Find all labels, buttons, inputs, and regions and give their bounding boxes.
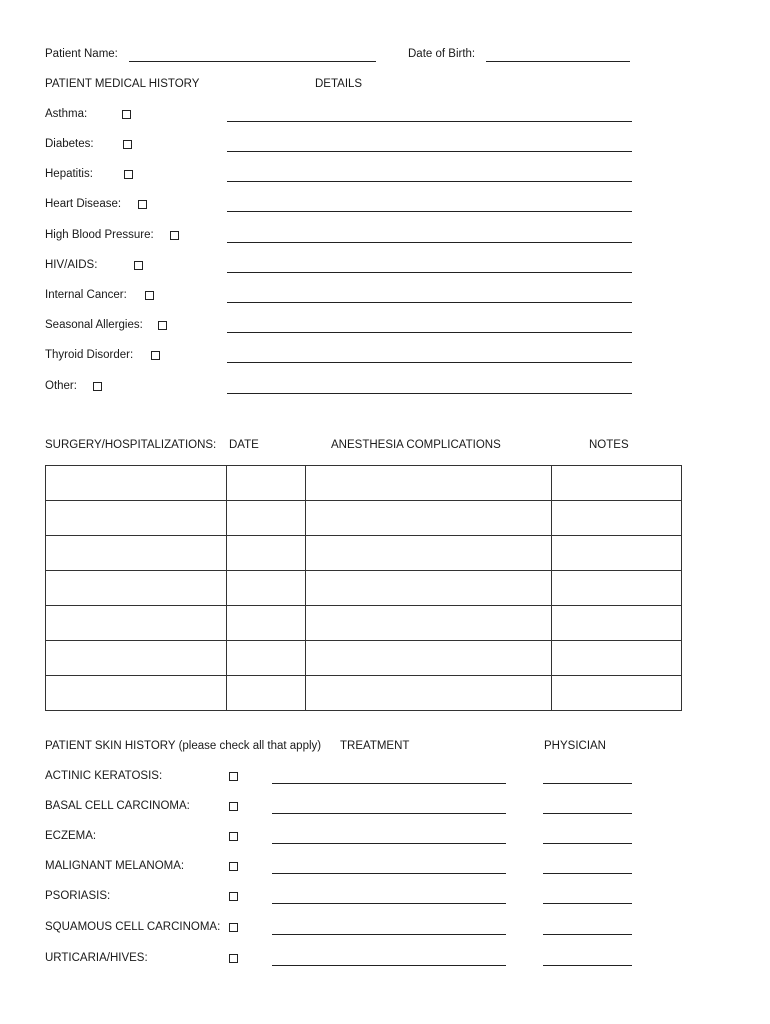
date-cell[interactable] xyxy=(227,641,306,676)
checkbox-other[interactable] xyxy=(93,382,102,391)
surgery-cell[interactable] xyxy=(46,641,227,676)
condition-label-diabetes: Diabetes: xyxy=(45,138,94,150)
physician-header: PHYSICIAN xyxy=(544,740,606,752)
treatment-field-malignant-melanoma[interactable] xyxy=(272,873,506,874)
physician-field-basal-cell-carcinoma[interactable] xyxy=(543,813,632,814)
checkbox-urticaria-hives[interactable] xyxy=(229,954,238,963)
skin-label-eczema: ECZEMA: xyxy=(45,830,97,842)
anesthesia-cell[interactable] xyxy=(306,676,552,711)
table-row xyxy=(46,536,682,571)
condition-label-heart-disease: Heart Disease: xyxy=(45,198,122,210)
treatment-field-actinic-keratosis[interactable] xyxy=(272,783,506,784)
checkbox-high-blood-pressure[interactable] xyxy=(170,231,179,240)
checkbox-hiv-aids[interactable] xyxy=(134,261,143,270)
anesthesia-cell[interactable] xyxy=(306,606,552,641)
surgery-cell[interactable] xyxy=(46,536,227,571)
date-cell[interactable] xyxy=(227,676,306,711)
treatment-field-basal-cell-carcinoma[interactable] xyxy=(272,813,506,814)
checkbox-thyroid-disorder[interactable] xyxy=(151,351,160,360)
checkbox-psoriasis[interactable] xyxy=(229,892,238,901)
notes-cell[interactable] xyxy=(552,501,682,536)
skin-history-title: PATIENT SKIN HISTORY (please check all that apply) xyxy=(45,740,322,752)
surgery-cell[interactable] xyxy=(46,606,227,641)
details-field-internal-cancer[interactable] xyxy=(227,302,632,303)
treatment-field-eczema[interactable] xyxy=(272,843,506,844)
checkbox-malignant-melanoma[interactable] xyxy=(229,862,238,871)
details-field-seasonal-allergies[interactable] xyxy=(227,332,632,333)
physician-field-psoriasis[interactable] xyxy=(543,903,632,904)
anesthesia-cell[interactable] xyxy=(306,536,552,571)
condition-label-asthma: Asthma: xyxy=(45,108,88,120)
surgery-cell[interactable] xyxy=(46,466,227,501)
checkbox-asthma[interactable] xyxy=(122,110,131,119)
notes-cell[interactable] xyxy=(552,606,682,641)
details-header: DETAILS xyxy=(315,78,363,90)
date-cell[interactable] xyxy=(227,571,306,606)
details-field-heart-disease[interactable] xyxy=(227,211,632,212)
surgery-table xyxy=(45,465,682,711)
condition-label-seasonal-allergies: Seasonal Allergies: xyxy=(45,319,143,331)
details-field-hiv-aids[interactable] xyxy=(227,272,632,273)
checkbox-diabetes[interactable] xyxy=(123,140,132,149)
skin-label-urticaria-hives: URTICARIA/HIVES: xyxy=(45,952,148,964)
table-row xyxy=(46,606,682,641)
condition-label-internal-cancer: Internal Cancer: xyxy=(45,289,127,301)
surgery-cell[interactable] xyxy=(46,676,227,711)
checkbox-internal-cancer[interactable] xyxy=(145,291,154,300)
checkbox-hepatitis[interactable] xyxy=(124,170,133,179)
condition-label-hepatitis: Hepatitis: xyxy=(45,168,93,180)
skin-label-actinic-keratosis: ACTINIC KERATOSIS: xyxy=(45,770,163,782)
table-row xyxy=(46,571,682,606)
details-field-high-blood-pressure[interactable] xyxy=(227,242,632,243)
checkbox-actinic-keratosis[interactable] xyxy=(229,772,238,781)
date-cell[interactable] xyxy=(227,466,306,501)
details-field-other[interactable] xyxy=(227,393,632,394)
details-field-hepatitis[interactable] xyxy=(227,181,632,182)
physician-field-actinic-keratosis[interactable] xyxy=(543,783,632,784)
table-row xyxy=(46,641,682,676)
dob-label: Date of Birth: xyxy=(408,48,476,60)
details-field-thyroid-disorder[interactable] xyxy=(227,362,632,363)
condition-label-thyroid-disorder: Thyroid Disorder: xyxy=(45,349,134,361)
skin-label-malignant-melanoma: MALIGNANT MELANOMA: xyxy=(45,860,185,872)
patient-name-field[interactable] xyxy=(129,61,376,62)
condition-label-high-blood-pressure: High Blood Pressure: xyxy=(45,229,154,241)
notes-cell[interactable] xyxy=(552,571,682,606)
checkbox-squamous-cell-carcinoma[interactable] xyxy=(229,923,238,932)
details-field-diabetes[interactable] xyxy=(227,151,632,152)
anesthesia-cell[interactable] xyxy=(306,466,552,501)
treatment-field-squamous-cell-carcinoma[interactable] xyxy=(272,934,506,935)
surgery-cell[interactable] xyxy=(46,501,227,536)
notes-cell[interactable] xyxy=(552,641,682,676)
surgery-header: SURGERY/HOSPITALIZATIONS: xyxy=(45,439,217,451)
anesthesia-cell[interactable] xyxy=(306,641,552,676)
medical-history-title: PATIENT MEDICAL HISTORY xyxy=(45,78,200,90)
table-row xyxy=(46,466,682,501)
treatment-field-urticaria-hives[interactable] xyxy=(272,965,506,966)
surgery-cell[interactable] xyxy=(46,571,227,606)
condition-label-hiv-aids: HIV/AIDS: xyxy=(45,259,98,271)
notes-cell[interactable] xyxy=(552,676,682,711)
physician-field-urticaria-hives[interactable] xyxy=(543,965,632,966)
checkbox-seasonal-allergies[interactable] xyxy=(158,321,167,330)
table-row xyxy=(46,676,682,711)
patient-name-label: Patient Name: xyxy=(45,48,118,60)
anesthesia-header: ANESTHESIA COMPLICATIONS xyxy=(331,439,501,451)
anesthesia-cell[interactable] xyxy=(306,571,552,606)
table-row xyxy=(46,501,682,536)
notes-cell[interactable] xyxy=(552,466,682,501)
notes-header: NOTES xyxy=(589,439,629,451)
physician-field-eczema[interactable] xyxy=(543,843,632,844)
skin-label-psoriasis: PSORIASIS: xyxy=(45,890,111,902)
checkbox-eczema[interactable] xyxy=(229,832,238,841)
date-header: DATE xyxy=(229,439,259,451)
physician-field-squamous-cell-carcinoma[interactable] xyxy=(543,934,632,935)
physician-field-malignant-melanoma[interactable] xyxy=(543,873,632,874)
skin-label-basal-cell-carcinoma: BASAL CELL CARCINOMA: xyxy=(45,800,190,812)
checkbox-heart-disease[interactable] xyxy=(138,200,147,209)
treatment-field-psoriasis[interactable] xyxy=(272,903,506,904)
date-cell[interactable] xyxy=(227,501,306,536)
condition-label-other: Other: xyxy=(45,380,77,392)
date-cell[interactable] xyxy=(227,536,306,571)
details-field-asthma[interactable] xyxy=(227,121,632,122)
checkbox-basal-cell-carcinoma[interactable] xyxy=(229,802,238,811)
dob-field[interactable] xyxy=(486,61,630,62)
anesthesia-cell[interactable] xyxy=(306,501,552,536)
skin-label-squamous-cell-carcinoma: SQUAMOUS CELL CARCINOMA: xyxy=(45,921,221,933)
treatment-header: TREATMENT xyxy=(340,740,410,752)
notes-cell[interactable] xyxy=(552,536,682,571)
date-cell[interactable] xyxy=(227,606,306,641)
